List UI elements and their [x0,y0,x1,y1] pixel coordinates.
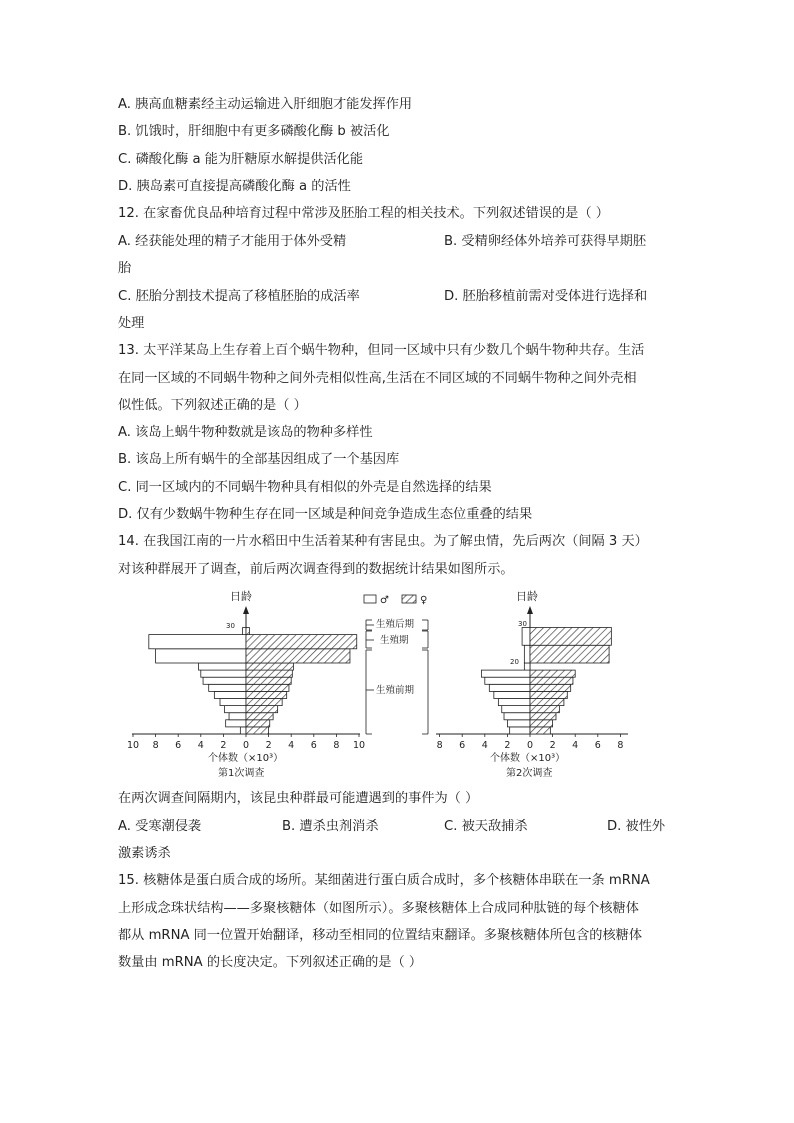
q14-option-b[interactable]: B. 遭杀虫剂消杀 [282,819,379,834]
x-tick-label: 6 [175,740,182,751]
bar-female [246,635,357,649]
bar-male [201,670,246,677]
q11-option-a[interactable]: A. 胰高血糖素经主动运输进入肝细胞才能发挥作用 [118,97,413,112]
q14-option-a[interactable]: A. 受寒潮侵袭 [118,819,202,834]
q14-option-d-cont: 激素诱杀 [118,846,171,861]
c1-title: 第1次调查 [218,768,265,779]
legend-female-swatch [402,595,416,603]
x-tick-label: 8 [617,740,624,751]
q12-option-b-cont: 胎 [118,261,132,276]
stage-brackets [366,618,428,734]
bar-female [530,684,571,691]
bar-female [246,699,282,706]
x-tick-label: 4 [288,740,295,751]
bar-male [524,645,530,663]
bar-male [226,720,246,727]
bar-female [246,677,291,684]
c2-age-tick-30: 30 [518,620,527,628]
q12-option-a[interactable]: A. 经获能处理的精子才能用于体外受精 [118,234,347,249]
bar-male [199,663,246,670]
bar-male [522,628,530,646]
age-pyramid-svg [118,586,648,784]
bar-male [203,677,246,684]
bar-female [246,670,292,677]
bar-female [530,727,550,734]
bar-female [246,720,270,727]
bar-female [530,670,575,677]
bar-male [156,649,246,663]
bar-female [246,628,249,635]
legend-male-label: ♂ [380,595,389,606]
x-tick-label: 8 [436,740,443,751]
age-pyramid-figure [118,586,648,788]
q11-option-c[interactable]: C. 磷酸化酶 a 能为肝糖原水解提供活化能 [118,152,364,167]
bar-female [530,706,559,713]
x-tick-label: 8 [333,740,340,751]
x-tick-label: 2 [549,740,556,751]
q13-stem-2: 在同一区域的不同蜗牛物种之间外壳相似性高,生活在不同区域的不同蜗牛物种之间外壳相 [118,371,637,386]
x-tick-label: 4 [572,740,579,751]
bar-female [246,727,269,734]
q15-stem-1: 15. 核糖体是蛋白质合成的场所。某细菌进行蛋白质合成时，多个核糖体串联在一条 mRNA [118,873,650,888]
x-tick-label: 0 [242,740,250,751]
x-tick-label: 2 [265,740,272,751]
bar-male [489,684,530,691]
q13-stem-3: 似性低。下列叙述正确的是（ ） [118,398,307,413]
q13-option-d[interactable]: D. 仅有少数蜗牛物种生存在同一区域是种间竞争造成生态位重叠的结果 [118,507,533,522]
q12-option-c[interactable]: C. 胚胎分割技术提高了移植胚胎的成活率 [118,289,360,304]
c2-xlabel: 个体数（×10³） [490,753,566,764]
bar-male [507,720,530,727]
x-tick-label: 4 [481,740,488,751]
x-tick-label: 6 [594,740,601,751]
bar-female [530,699,564,706]
stage-pre-label: 生殖前期 [376,685,415,696]
x-tick-label: 10 [352,740,366,751]
bar-female [530,720,553,727]
bar-male [240,727,246,734]
q15-stem-3: 都从 mRNA 同一位置开始翻译，移动至相同的位置结束翻译。多聚核糖体所包含的核糖体 [118,928,643,943]
c2-age-tick-20: 20 [510,658,519,666]
bar-male [229,713,246,720]
q14-stem-1: 14. 在我国江南的一片水稻田中生活着某种有害昆虫。为了解虫情，先后两次（间隔 3 天） [118,534,648,549]
x-tick-label: 6 [459,740,466,751]
c1-ylabel: 日龄 [230,590,252,603]
chart-survey-1 [127,589,365,779]
q13-option-c[interactable]: C. 同一区域内的不同蜗牛物种具有相似的外壳是自然选择的结果 [118,480,492,495]
c2-ylabel: 日龄 [516,590,538,603]
x-tick-label: 4 [197,740,204,751]
x-tick-label: 8 [152,740,159,751]
chart-survey-2 [436,589,628,779]
q14-option-d[interactable]: D. 被性外 [607,819,666,834]
x-tick-label: 0 [526,740,534,751]
bar-female [246,684,289,691]
q11-option-d[interactable]: D. 胰岛素可直接提高磷酸化酶 a 的活性 [118,179,351,194]
bar-female [246,706,278,713]
q12-stem: 12. 在家畜优良品种培育过程中常涉及胚胎工程的相关技术。下列叙述错误的是（ ） [118,206,609,221]
stage-repro-label: 生殖期 [380,635,409,646]
bar-male [485,677,530,684]
bar-male [243,628,246,635]
bar-female [530,677,573,684]
stage-post-label: 生殖后期 [376,619,415,630]
q12-option-d[interactable]: D. 胚胎移植前需对受体进行选择和 [444,289,648,304]
c2-y-arrow [527,606,533,614]
bar-male [498,699,530,706]
bar-female [246,691,287,698]
bar-male [502,706,530,713]
x-tick-label: 2 [220,740,227,751]
q14-option-c[interactable]: C. 被天敌捕杀 [444,819,528,834]
q14-question: 在两次调查间隔期内，该昆虫种群最可能遭遇到的事件为（ ） [118,791,479,806]
bar-female [530,645,609,663]
x-tick-label: 6 [310,740,317,751]
bar-male [481,670,530,677]
q13-option-b[interactable]: B. 该岛上所有蜗牛的全部基因组成了一个基因库 [118,452,400,467]
q15-stem-2: 上形成念珠状结构——多聚核糖体（如图所示）。多聚核糖体上合成同种肽链的每个核糖体 [118,901,639,916]
bar-male [209,684,246,691]
bar-male [220,699,246,706]
bar-male [504,713,530,720]
c1-age-tick-30: 30 [226,622,235,630]
bar-female [530,691,567,698]
q15-stem-4: 数量由 mRNA 的长度决定。下列叙述正确的是（ ） [118,955,423,970]
c2-title: 第2次调查 [506,768,553,779]
bar-male [214,691,246,698]
legend-male-swatch [364,595,376,603]
bar-male [149,635,246,649]
bar-male [524,663,530,670]
c1-xlabel: 个体数（×10³） [208,753,284,764]
x-tick-label: 2 [504,740,511,751]
q13-option-a[interactable]: A. 该岛上蜗牛物种数就是该岛的物种多样性 [118,425,373,440]
x-tick-label: 10 [126,740,140,751]
q11-option-b[interactable]: B. 饥饿时，肝细胞中有更多磷酸化酶 b 被活化 [118,124,390,139]
q12-option-d-cont: 处理 [118,316,145,331]
bar-female [246,649,350,663]
bar-female [530,713,556,720]
q13-stem-1: 13. 太平洋某岛上生存着上百个蜗牛物种，但同一区域中只有少数几个蜗牛物种共存。生活 [118,343,645,358]
q14-stem-2: 对该种群展开了调查，前后两次调查得到的数据统计结果如图所示。 [118,562,514,577]
bar-male [494,691,530,698]
q12-option-b[interactable]: B. 受精卵经体外培养可获得早期胚 [444,234,647,249]
bar-female [246,663,293,670]
legend-female-label: ♀ [420,595,428,606]
bar-female [530,628,611,646]
c1-y-arrow [243,606,249,614]
bar-female [246,713,273,720]
bar-male [225,706,246,713]
bar-male [510,727,530,734]
